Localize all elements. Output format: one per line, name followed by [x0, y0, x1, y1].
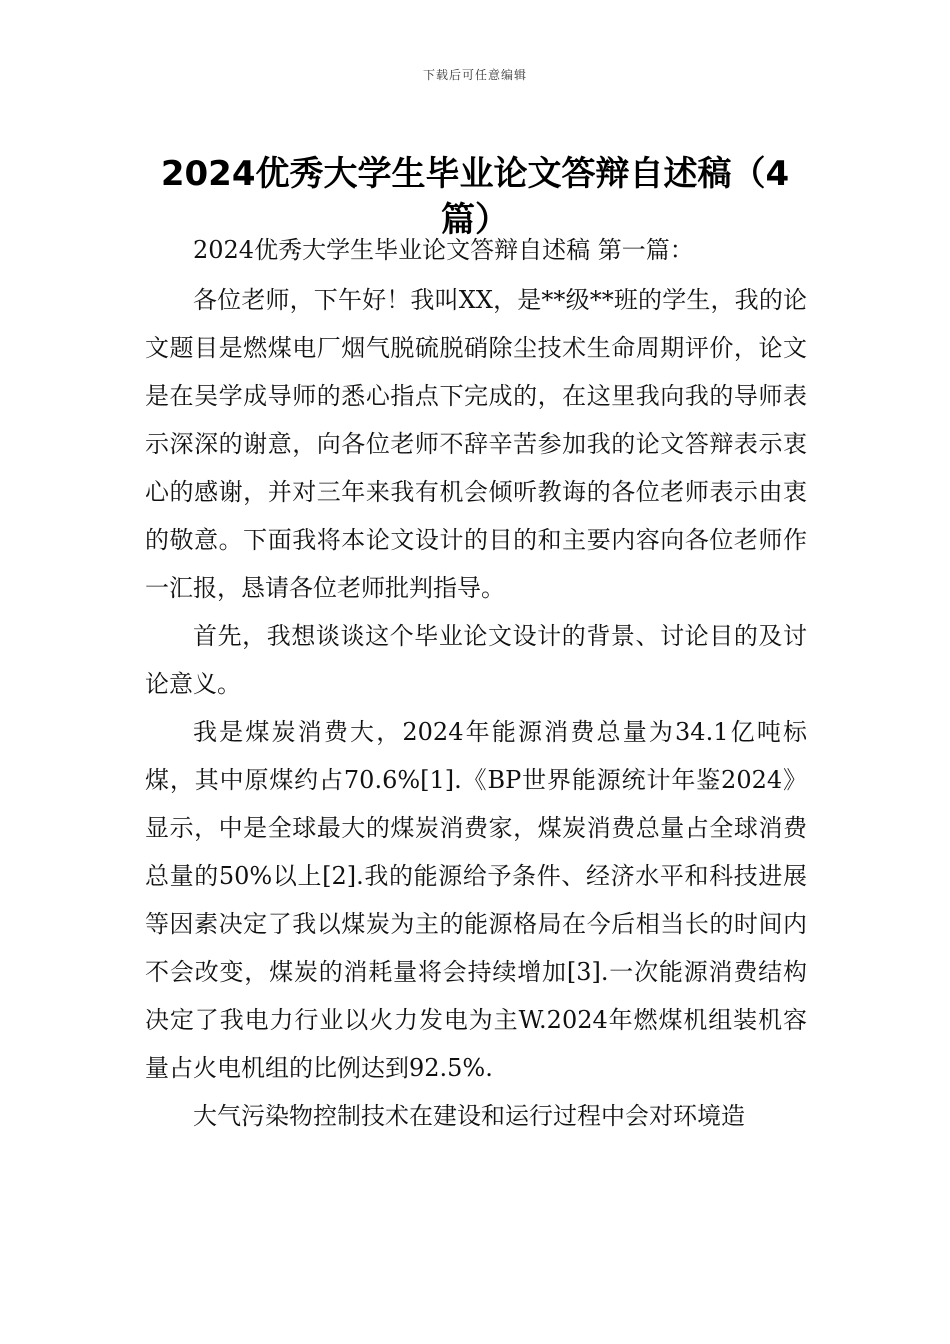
- header-note: 下载后可任意编辑: [422, 68, 527, 82]
- paragraph: 首先，我想谈谈这个毕业论文设计的背景、讨论目的及讨论意义。: [145, 622, 807, 698]
- paragraph: 我是煤炭消费大，2024年能源消费总量为34.1亿吨标煤，其中原煤约占70.6%[1].《BP世界能源统计年鉴2024》显示，中是全球最大的煤炭消费家，煤炭消费总量占全球消费总量的50%以上[2].我的能源给予条件、经济水平和科技进展等因素决定了我以煤炭为主的能源格局在今后相当长的时间内不会改变，煤炭的消耗量将会持续增加[3].一次能源消费结构决定了我电力行业以火力发电为主W.2024年燃煤机组装机容量占火电机组的比例达到92.5%.: [145, 718, 807, 1082]
- section-heading: 2024优秀大学生毕业论文答辩自述稿 第一篇：: [193, 236, 694, 264]
- document-body: [145, 226, 807, 1140]
- paragraph: 大气污染物控制技术在建设和运行过程中会对环境造: [193, 1102, 745, 1130]
- document-title: 2024优秀大学生毕业论文答辩自述稿（4篇）: [160, 153, 790, 240]
- paragraph: 各位老师，下午好！我叫XX，是**级**班的学生，我的论文题目是燃煤电厂烟气脱硫脱硝除尘技术生命周期评价，论文是在吴学成导师的悉心指点下完成的，在这里我向我的导师表示深深的谢意，向各位老师不辞辛苦参加我的论文答辩表示衷心的感谢，并对三年来我有机会倾听教诲的各位老师表示由衷的敬意。下面我将本论文设计的目的和主要内容向各位老师作一汇报，恳请各位老师批判指导。: [145, 286, 807, 602]
